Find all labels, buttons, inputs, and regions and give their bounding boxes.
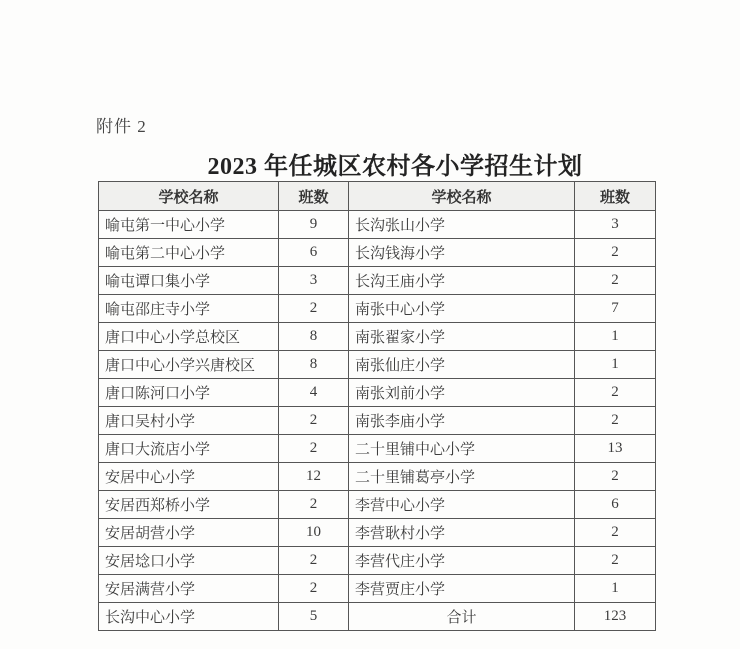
school-name-cell: 唐口中心小学总校区	[99, 323, 279, 351]
school-name-cell: 李营代庄小学	[349, 547, 575, 575]
school-name-cell: 安居中心小学	[99, 463, 279, 491]
document-title: 2023 年任城区农村各小学招生计划	[207, 154, 583, 180]
table-row	[99, 603, 656, 631]
table-row	[99, 351, 656, 379]
school-name-cell: 长沟中心小学	[99, 603, 279, 631]
class-count-cell: 8	[279, 323, 349, 351]
school-name-cell: 喻屯第二中心小学	[99, 239, 279, 267]
class-count-cell: 2	[279, 547, 349, 575]
class-count-cell: 7	[575, 295, 656, 323]
class-count-cell: 2	[575, 379, 656, 407]
class-count-cell: 2	[279, 295, 349, 323]
class-count-cell: 9	[279, 211, 349, 239]
class-count-cell: 5	[279, 603, 349, 631]
table-row	[99, 379, 656, 407]
school-name-cell: 唐口陈河口小学	[99, 379, 279, 407]
class-count-cell: 3	[279, 267, 349, 295]
class-count-cell: 3	[575, 211, 656, 239]
school-name-cell: 二十里铺中心小学	[349, 435, 575, 463]
school-name-cell: 唐口中心小学兴唐校区	[99, 351, 279, 379]
header-school-name-left: 学校名称	[99, 182, 279, 211]
school-name-cell: 二十里铺葛亭小学	[349, 463, 575, 491]
class-count-cell: 2	[575, 267, 656, 295]
school-name-cell: 李营贾庄小学	[349, 575, 575, 603]
school-name-cell: 李营中心小学	[349, 491, 575, 519]
school-name-cell: 喻屯第一中心小学	[99, 211, 279, 239]
table-row	[99, 547, 656, 575]
class-count-cell: 13	[575, 435, 656, 463]
school-name-cell: 南张刘前小学	[349, 379, 575, 407]
header-class-count-right: 班数	[575, 182, 656, 211]
header-class-count-left: 班数	[279, 182, 349, 211]
school-name-cell: 长沟张山小学	[349, 211, 575, 239]
class-count-cell: 2	[575, 463, 656, 491]
table-row	[99, 575, 656, 603]
school-name-cell: 李营耿村小学	[349, 519, 575, 547]
table-body	[99, 211, 656, 631]
school-name-cell: 南张仙庄小学	[349, 351, 575, 379]
class-count-cell: 12	[279, 463, 349, 491]
table-row	[99, 435, 656, 463]
table-row	[99, 295, 656, 323]
header-school-name-right: 学校名称	[349, 182, 575, 211]
class-count-cell: 2	[279, 407, 349, 435]
class-count-cell: 1	[575, 323, 656, 351]
table-header-row	[99, 182, 656, 211]
table-row	[99, 211, 656, 239]
attachment-label: 附件 2	[96, 117, 147, 136]
school-name-cell: 唐口吴村小学	[99, 407, 279, 435]
school-name-cell: 长沟王庙小学	[349, 267, 575, 295]
school-name-cell: 安居满营小学	[99, 575, 279, 603]
total-label-cell: 合计	[349, 603, 575, 631]
school-name-cell: 安居西郑桥小学	[99, 491, 279, 519]
school-name-cell: 南张翟家小学	[349, 323, 575, 351]
school-name-cell: 唐口大流店小学	[99, 435, 279, 463]
class-count-cell: 10	[279, 519, 349, 547]
table-row	[99, 323, 656, 351]
table-row	[99, 519, 656, 547]
school-name-cell: 长沟钱海小学	[349, 239, 575, 267]
class-count-cell: 2	[575, 547, 656, 575]
total-count-cell: 123	[575, 603, 656, 631]
school-name-cell: 南张中心小学	[349, 295, 575, 323]
school-name-cell: 安居埝口小学	[99, 547, 279, 575]
class-count-cell: 6	[575, 491, 656, 519]
class-count-cell: 8	[279, 351, 349, 379]
table-row	[99, 267, 656, 295]
school-name-cell: 喻屯谭口集小学	[99, 267, 279, 295]
school-name-cell: 南张李庙小学	[349, 407, 575, 435]
class-count-cell: 2	[279, 575, 349, 603]
table-row	[99, 463, 656, 491]
table-row	[99, 239, 656, 267]
class-count-cell: 4	[279, 379, 349, 407]
class-count-cell: 2	[575, 239, 656, 267]
class-count-cell: 2	[279, 435, 349, 463]
class-count-cell: 1	[575, 575, 656, 603]
school-name-cell: 喻屯邵庄寺小学	[99, 295, 279, 323]
table-row	[99, 491, 656, 519]
table-row	[99, 407, 656, 435]
enrollment-plan-table	[98, 181, 656, 631]
school-name-cell: 安居胡营小学	[99, 519, 279, 547]
class-count-cell: 1	[575, 351, 656, 379]
class-count-cell: 2	[279, 491, 349, 519]
class-count-cell: 2	[575, 407, 656, 435]
class-count-cell: 6	[279, 239, 349, 267]
class-count-cell: 2	[575, 519, 656, 547]
